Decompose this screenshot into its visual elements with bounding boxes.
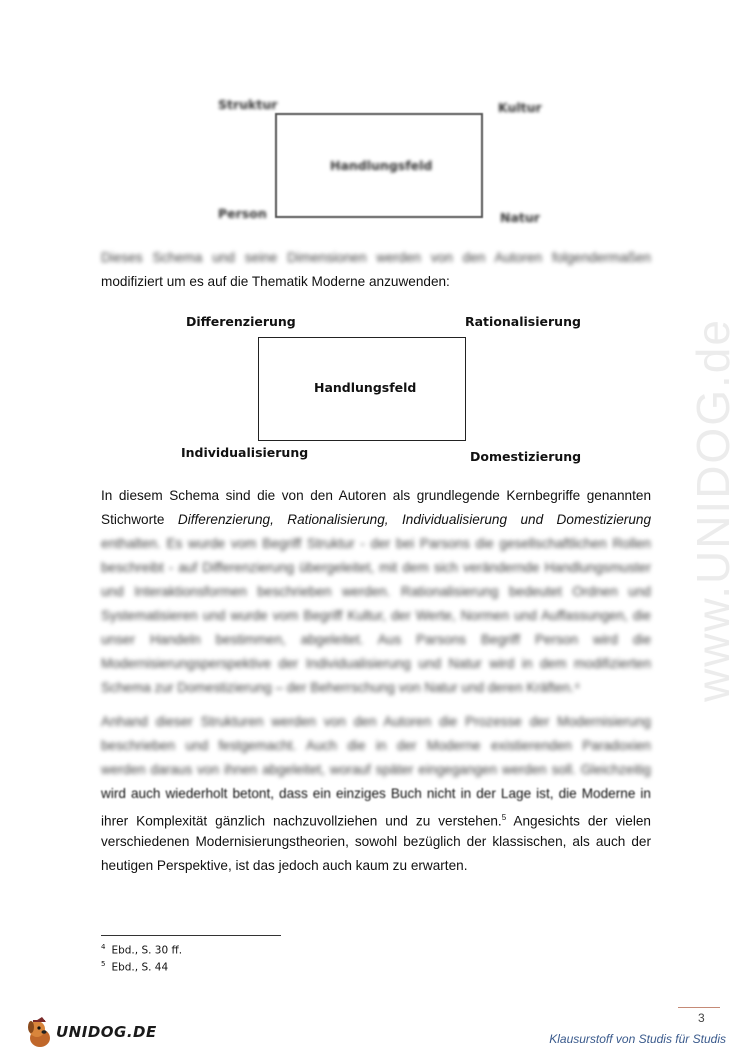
diagram-top-label-bl: Person <box>218 206 267 221</box>
p1-line-2 <box>101 508 651 532</box>
p1-line-3: enthalten. Es wurde vom Begriff Struktur - der bei Parsons die gesellschaftlichen Rollen <box>101 536 651 551</box>
diagram-top-label-br: Natur <box>500 210 540 225</box>
footnote-divider <box>101 935 281 936</box>
diagram-label-rationalisierung: Rationalisierung <box>465 314 581 329</box>
p2-line-3: werden daraus von ihnen abgeleitet, worauf später eingegangen werden soll. Gleichzeitig <box>101 762 651 777</box>
intro-line-1: Dieses Schema und seine Dimensionen werden von den Autoren folgendermaßen <box>101 250 651 265</box>
footnote-4 <box>101 943 182 957</box>
intro-paragraph <box>101 246 651 294</box>
p2-line-6: verschiedenen Modernisierungstheorien, sowohl bezüglich der klassischen, als auch der <box>101 834 651 849</box>
p2-line-5-a: ihrer Komplexität gänzlich nachzuvollziehen und zu verstehen. <box>101 813 502 829</box>
p1-line-6: Systematisieren und wurde vom Begriff Kultur, der Werte, Normen und Auffassungen, die <box>101 608 651 623</box>
diagram-top-center-label: Handlungsfeld <box>330 158 433 173</box>
diagram-center-label: Handlungsfeld <box>314 380 417 395</box>
p1-line-4: beschreibt - auf Differenzierung übergeleitet, mit dem sich verändernde Handlungsmuster <box>101 560 651 575</box>
p1-line-7: unser Handeln bestimmen, abgeleitet. Aus Parsons Begriff Person wird die <box>101 632 651 647</box>
intro-line-2: modifiziert um es auf die Thematik Moderne anzuwenden: <box>101 274 450 289</box>
footnote-5-text: Ebd., S. 44 <box>111 961 169 974</box>
diagram-label-domestizierung: Domestizierung <box>470 449 582 464</box>
page-number-rule <box>678 1007 720 1008</box>
footnote-5 <box>101 960 168 974</box>
p1-line-8: Modernisierungsperspektive der Individualisierung und Natur wird in dem modifizierten <box>101 656 651 671</box>
footnote-4-num: 4 <box>101 943 106 951</box>
footer-tagline: Klausurstoff von Studis für Studis <box>549 1032 726 1046</box>
watermark: www.UNIDOG.de <box>687 318 739 702</box>
footnote-ref-5: 5 <box>501 813 507 822</box>
p1-line-5: und Interaktionsformen beschrieben werden. Rationalisierung bedeutet Ordnen und <box>101 584 651 599</box>
p1-line-9: Schema zur Domestizierung – der Beherrschung von Natur und deren Kräften.⁴ <box>101 680 580 695</box>
dog-mascot-icon <box>26 1016 56 1050</box>
p2-line-5-b: Angesichts der vielen <box>506 813 651 829</box>
p1-line-2-plain: Stichworte <box>101 512 178 527</box>
footnote-5-num: 5 <box>101 960 106 968</box>
diagram-label-differenzierung: Differenzierung <box>186 314 296 329</box>
logo-text: UNIDOG.DE <box>56 1023 157 1041</box>
p2-line-1: Anhand dieser Strukturen werden von den Autoren die Prozesse der Modernisierung <box>101 714 651 729</box>
diagram-top-label-tl: Struktur <box>218 97 278 112</box>
p1-line-2-italic: Differenzierung, Rationalisierung, Individualisierung und Domestizierung <box>177 512 651 527</box>
paragraph-2 <box>101 710 651 878</box>
unidog-logo[interactable] <box>26 1016 156 1050</box>
page-number: 3 <box>698 1011 705 1025</box>
p2-line-5 <box>101 806 651 830</box>
p2-line-7: heutigen Perspektive, ist das jedoch auch kaum zu erwarten. <box>101 858 468 873</box>
footnote-4-text: Ebd., S. 30 ff. <box>111 944 183 957</box>
p2-line-2: beschrieben und festgemacht. Auch die in der Moderne existierenden Paradoxien <box>101 738 651 753</box>
paragraph-1 <box>101 484 651 700</box>
diagram-label-individualisierung: Individualisierung <box>181 445 309 460</box>
p1-line-1: In diesem Schema sind die von den Autoren als grundlegende Kernbegriffe genannten <box>101 488 651 503</box>
diagram-top-label-tr: Kultur <box>498 100 542 115</box>
p2-line-4: wird auch wiederholt betont, dass ein einziges Buch nicht in der Lage ist, die Moderne in <box>101 786 651 801</box>
